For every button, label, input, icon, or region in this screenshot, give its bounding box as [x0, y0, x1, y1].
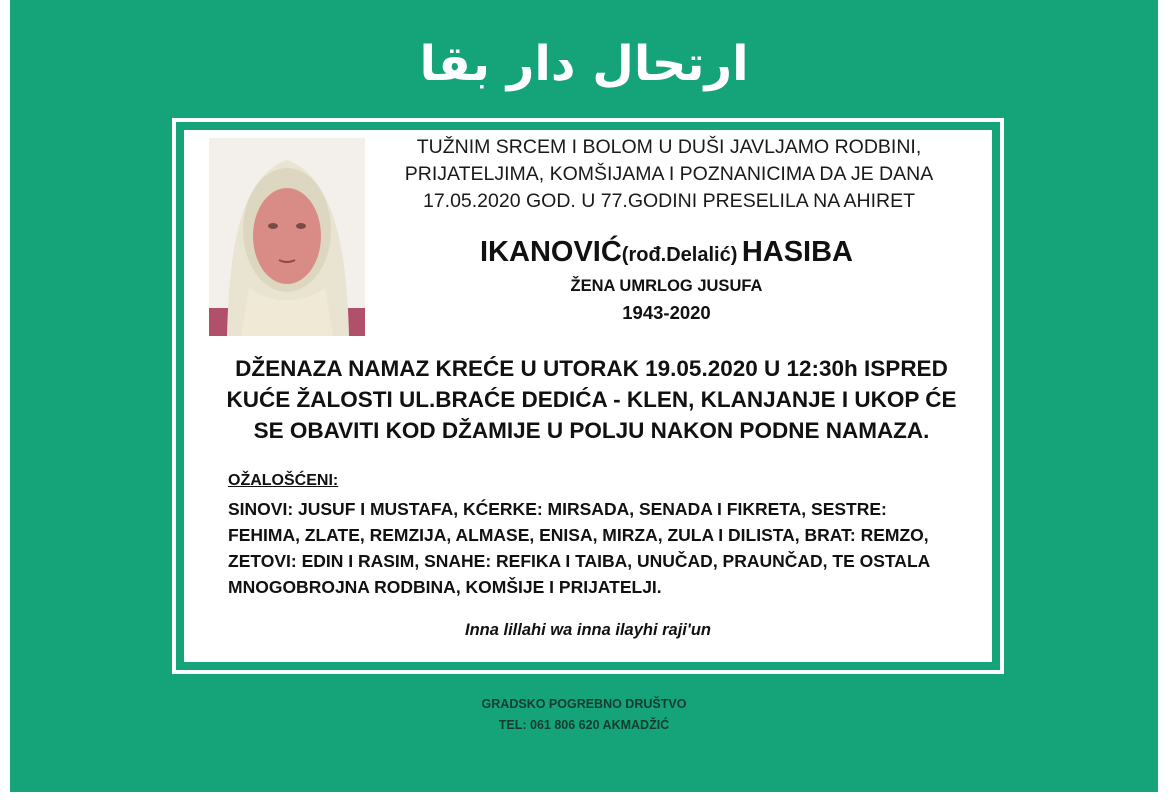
life-years: 1943-2020	[622, 302, 711, 323]
funeral-company: GRADSKO POGREBNO DRUŠTVO	[481, 697, 687, 711]
announcement-intro: TUŽNIM SRCEM I BOLOM U DUŠI JAVLJAMO RODBINI, PRIJATELJIMA, KOMŠIJAMA I POZNANICIMA DA JE DANA 17.05.2020 GOD. U 77.GODINI PRESELILA NA AHIRET	[404, 136, 934, 212]
deceased-name	[364, 236, 969, 269]
obituary-sheet	[10, 0, 1158, 792]
notice-panel	[184, 130, 992, 662]
notice-frame	[172, 118, 1004, 674]
arabic-calligraphy-header	[10, 8, 1158, 108]
mourners-list: SINOVI: JUSUF I MUSTAFA, KĆERKE: MIRSADA, SENADA I FIKRETA, SESTRE: FEHIMA, ZLATE, REMZIJA, ALMASE, ENISA, MIRZA, ZULA I DILISTA, BRAT: REMZO, ZETOVI: EDIN I RASIM, SNAHE: REFIKA I TAIBA, UNUČAD, PRAUNČAD, TE OSTALA MNOGOBROJNA RODBINA, KOMŠIJE I PRIJATELJI.	[228, 499, 930, 597]
portrait-illustration	[209, 138, 365, 336]
calligraphy-graphic	[419, 8, 749, 108]
funeral-details: DŽENAZA NAMAZ KREĆE U UTORAK 19.05.2020 U 12:30h ISPRED KUĆE ŽALOSTI UL.BRAĆE DEDIĆA - KLEN, KLANJANJE I UKOP ĆE SE OBAVITI KOD DŽAMIJE U POLJU NAKON PODNE NAMAZA.	[226, 356, 957, 443]
closing-prayer: Inna lillahi wa inna ilayhi raji'un	[465, 621, 711, 639]
spouse-line: ŽENA UMRLOG JUSUFA	[570, 277, 763, 295]
surname: IKANOVIĆ	[480, 236, 622, 268]
contact-phone: TEL: 061 806 620 AKMADŽIĆ	[498, 718, 670, 732]
first-name: HASIBA	[741, 236, 853, 268]
deceased-photo	[209, 138, 365, 336]
maiden-name: (rođ.Delalić)	[621, 244, 738, 266]
calligraphy-text: ارتحال دار بقا	[419, 36, 749, 92]
mourners-heading: OŽALOŠĆENI:	[228, 472, 339, 489]
